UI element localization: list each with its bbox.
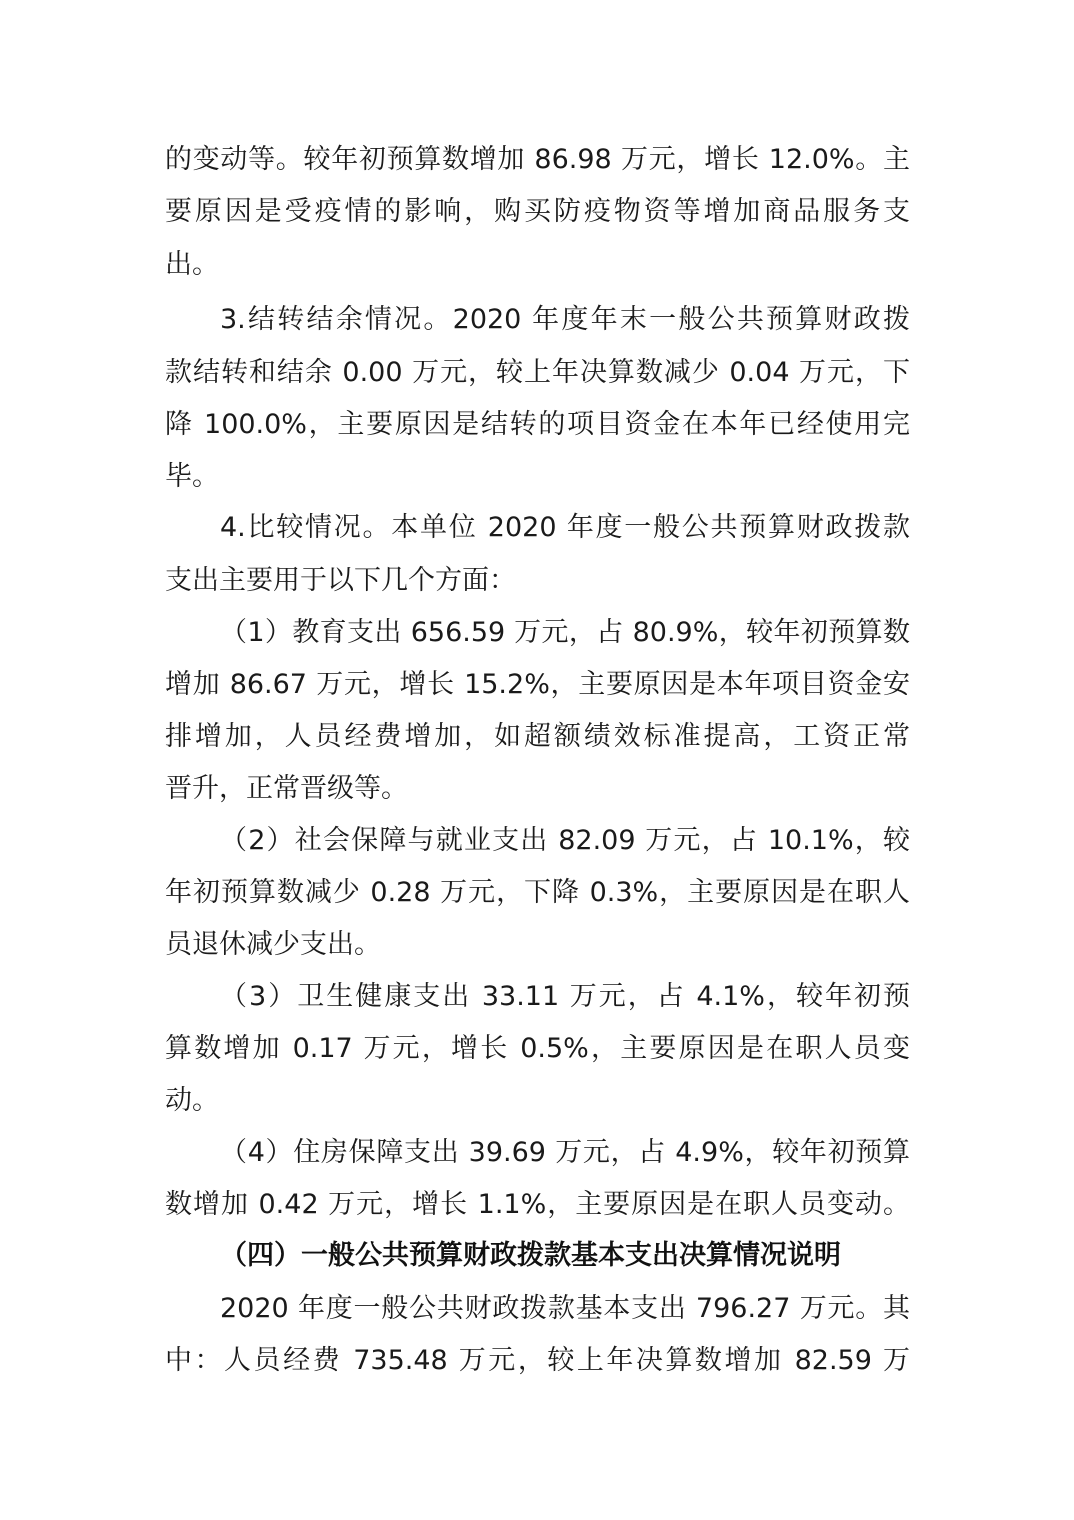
text-line: 动。: [165, 1085, 219, 1116]
text-line: 2020 年度一般公共财政拨款基本支出 796.27 万元。其: [220, 1293, 910, 1324]
text-line: 支出主要用于以下几个方面：: [165, 565, 516, 596]
text-line: 晋升，正常晋级等。: [165, 773, 408, 804]
text-line: 年初预算数减少 0.28 万元，下降 0.3%，主要原因是在职人: [165, 877, 910, 908]
text-line: 款结转和结余 0.00 万元，较上年决算数减少 0.04 万元，下: [165, 357, 910, 388]
text-line: 排增加，人员经费增加，如超额绩效标准提高，工资正常: [165, 721, 910, 752]
text-line: （1）教育支出 656.59 万元，占 80.9%，较年初预算数: [220, 617, 910, 648]
text-line: （3）卫生健康支出 33.11 万元，占 4.1%，较年初预: [220, 981, 910, 1012]
text-line: 数增加 0.42 万元，增长 1.1%，主要原因是在职人员变动。: [165, 1189, 910, 1220]
text-line: 增加 86.67 万元，增长 15.2%，主要原因是本年项目资金安: [165, 669, 910, 700]
text-line: （2）社会保障与就业支出 82.09 万元，占 10.1%，较: [220, 825, 910, 856]
text-line: 毕。: [165, 461, 219, 492]
text-line: 3.结转结余情况。2020 年度年末一般公共预算财政拨: [220, 304, 910, 335]
text-line: 中：人员经费 735.48 万元，较上年决算数增加 82.59 万: [165, 1345, 910, 1376]
text-line: （4）住房保障支出 39.69 万元，占 4.9%，较年初预算: [220, 1137, 910, 1168]
text-line: 要原因是受疫情的影响，购买防疫物资等增加商品服务支: [165, 196, 910, 227]
text-line: 的变动等。较年初预算数增加 86.98 万元，增长 12.0%。主: [165, 144, 910, 175]
text-line: 算数增加 0.17 万元，增长 0.5%，主要原因是在职人员变: [165, 1033, 910, 1064]
section-heading: （四）一般公共预算财政拨款基本支出决算情况说明: [220, 1240, 841, 1271]
text-line: 员退休减少支出。: [165, 929, 381, 960]
text-line: 降 100.0%，主要原因是结转的项目资金在本年已经使用完: [165, 409, 910, 440]
text-line: 4.比较情况。本单位 2020 年度一般公共预算财政拨款: [220, 512, 910, 543]
text-line: 出。: [165, 249, 219, 280]
